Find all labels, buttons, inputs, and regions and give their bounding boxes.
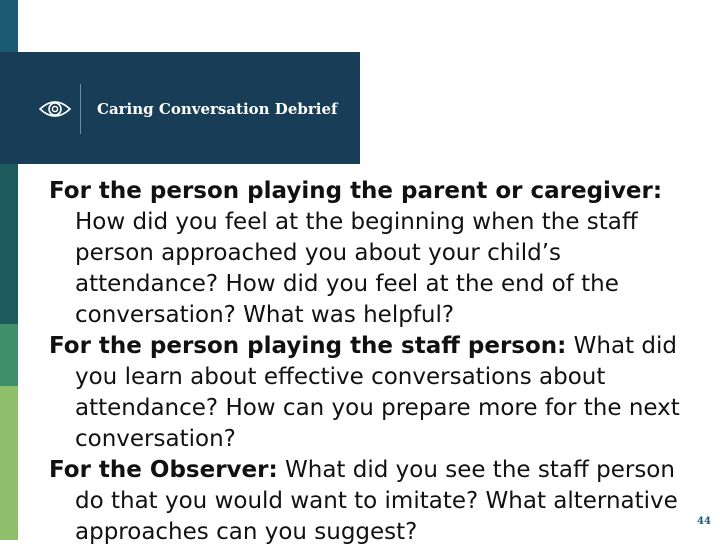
paragraph-observer: [49, 455, 704, 548]
paragraph-lead: For the person playing the parent or caregiver:: [49, 178, 663, 204]
paragraph-text: What did you see the staff person do that you would want to imitate? What alternative approaches can you suggest?: [75, 457, 678, 545]
debrief-questions: [49, 176, 704, 548]
paragraph-parent: [49, 176, 704, 331]
title-divider: [80, 84, 81, 134]
accent-stripe-teal: [0, 164, 18, 324]
page-number: 44: [697, 516, 711, 527]
accent-stripe-green: [0, 324, 18, 386]
accent-stripe-top: [0, 0, 18, 52]
accent-stripe-light-green: [0, 386, 18, 540]
slide-title: Caring Conversation Debrief: [97, 100, 338, 118]
paragraph-staff: [49, 331, 704, 455]
paragraph-lead: For the person playing the staff person:: [49, 333, 567, 359]
eye-icon: [38, 95, 72, 123]
paragraph-text: What did you learn about effective conversations about attendance? How can you prepare more for the next conversation?: [75, 333, 680, 452]
paragraph-lead: For the Observer:: [49, 457, 278, 483]
paragraph-text: How did you feel at the beginning when the staff person approached you about your child’s attendance? How did you feel at the end of the conversation? What was helpful?: [75, 209, 638, 328]
